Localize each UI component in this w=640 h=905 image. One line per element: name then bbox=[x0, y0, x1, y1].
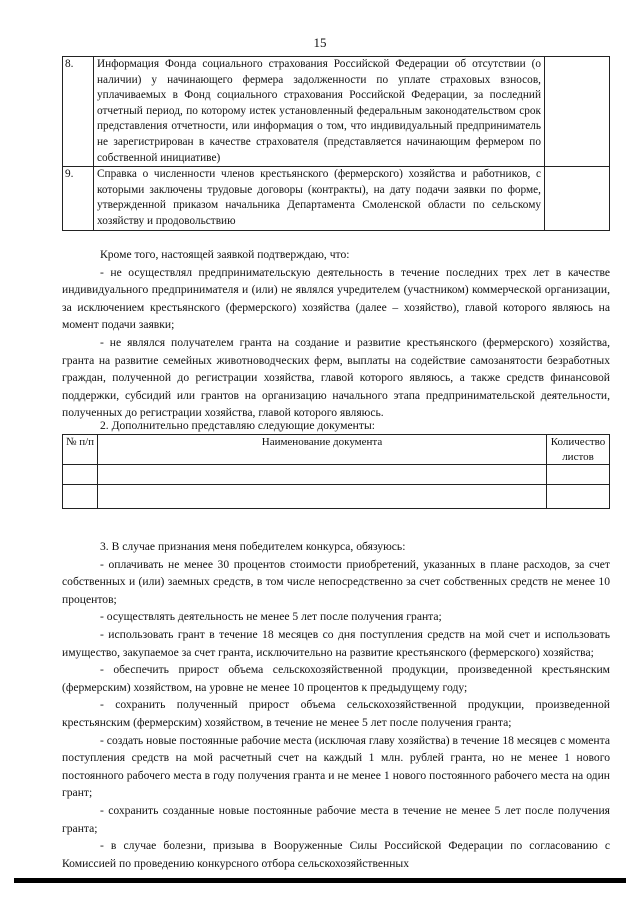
documents-table-header bbox=[63, 435, 610, 465]
documents-table bbox=[62, 434, 610, 509]
empty-cell bbox=[63, 465, 98, 485]
obligation-item: - сохранить полученный прирост объема сельскохозяйственной продукции, произведенной крестьянским (фермерским) хозяйством, в течение не менее 5 лет после получения гранта; bbox=[62, 698, 610, 729]
obligation-item: - в случае болезни, призыва в Вооруженные Силы Российской Федерации по согласованию с Комиссией по проведению конкурсного отбора сельскохозяйственных bbox=[62, 839, 610, 870]
col-header-name: Наименование документа bbox=[98, 435, 547, 465]
confirmation-intro: Кроме того, настоящей заявкой подтверждаю, что: bbox=[100, 248, 350, 261]
row-text: Справка о численности членов крестьянского (фермерского) хозяйства и работников, с которыми заключены трудовые договоры (контракты), на дату подачи заявки по форме, утвержденной приказом начальника Департамента Смоленской области по сельскому хозяйству и продовольствию bbox=[94, 167, 545, 230]
empty-cell bbox=[98, 465, 547, 485]
empty-cell bbox=[63, 485, 98, 509]
page-bottom-rule bbox=[14, 878, 626, 883]
table-row bbox=[63, 167, 610, 230]
col-header-number: № п/п bbox=[63, 435, 98, 465]
additional-docs-heading: 2. Дополнительно представляю следующие документы: bbox=[100, 419, 375, 432]
table-row bbox=[63, 57, 610, 167]
col-header-count: Количество листов bbox=[547, 435, 610, 465]
row-empty-cell bbox=[545, 57, 610, 167]
empty-cell bbox=[547, 485, 610, 509]
row-number: 9. bbox=[63, 167, 94, 230]
obligations-section bbox=[62, 538, 610, 872]
confirmation-section bbox=[62, 246, 610, 422]
table-row bbox=[63, 465, 610, 485]
confirmation-item: - не осуществлял предпринимательскую деятельность в течение последних трех лет в качестве индивидуального предпринимателя и (или) не являлся учредителем (участником) коммерческой организации, за исключением крестьянского (фермерского) хозяйства (далее – хозяйство), главой которого являюсь на момент подачи заявки; bbox=[62, 265, 610, 332]
obligation-item: - использовать грант в течение 18 месяцев со дня поступления средств на мой счет и использовать имущество, закупаемое за счет гранта, исключительно на развитие крестьянского (фермерского) хозяйства; bbox=[62, 627, 610, 659]
obligation-item: - обеспечить прирост объема сельскохозяйственной продукции, произведенной крестьянским (фермерским) хозяйством, на уровне не менее 10 процентов к предыдущему году; bbox=[62, 663, 610, 694]
requirements-table bbox=[62, 56, 610, 231]
confirmation-item: - не являлся получателем гранта на создание и развитие крестьянского (фермерского) хозяйства, гранта на развитие семейных животноводческих ферм, выплаты на содействие самозанятости безработных граждан, полученной до регистрации хозяйства, главой которого являюсь, а также средств финансовой поддержки, субсидий или грантов на организацию начального этапа предпринимательской деятельности, полученных до регистрации хозяйства, главой которого являюсь. bbox=[62, 335, 610, 420]
obligation-item: - оплачивать не менее 30 процентов стоимости приобретений, указанных в плане расходов, за счет собственных и (или) заемных средств, в том числе непосредственно за счет собственных средств не менее 10 процентов; bbox=[62, 557, 610, 606]
row-text: Информация Фонда социального страхования Российской Федерации об отсутствии (о наличии) у начинающего фермера задолженности по уплате страховых взносов, уплачиваемых в Фонд социального страхования Российской Федерации, за последний отчетный период, по которому истек установленный федеральным законодательством срок представления отчетности, или информация о том, что индивидуальный предприниматель не зарегистрирован в качестве страхователя (представляется начинающим фермером по собственной инициативе) bbox=[94, 57, 545, 167]
page-number: 15 bbox=[313, 35, 327, 50]
obligation-item: - осуществлять деятельность не менее 5 лет после получения гранта; bbox=[100, 610, 442, 624]
row-number: 8. bbox=[63, 57, 94, 167]
obligation-item: - сохранить созданные новые постоянные рабочие места в течение не менее 5 лет после получения гранта; bbox=[62, 803, 610, 835]
row-empty-cell bbox=[545, 167, 610, 230]
empty-cell bbox=[547, 465, 610, 485]
obligation-item: - создать новые постоянные рабочие места (исключая главу хозяйства) в течение 18 месяцев с момента поступления средств на мой расчетный счет на каждый 1 млн. рублей гранта, но не менее 1 нового постоянного рабочего места в году получения гранта и не менее 1 нового постоянного рабочего места на один грант; bbox=[62, 733, 610, 800]
empty-cell bbox=[98, 485, 547, 509]
obligations-heading: 3. В случае признания меня победителем конкурса, обязуюсь: bbox=[100, 540, 406, 553]
table-row bbox=[63, 485, 610, 509]
additional-docs-heading-wrap bbox=[62, 417, 610, 435]
